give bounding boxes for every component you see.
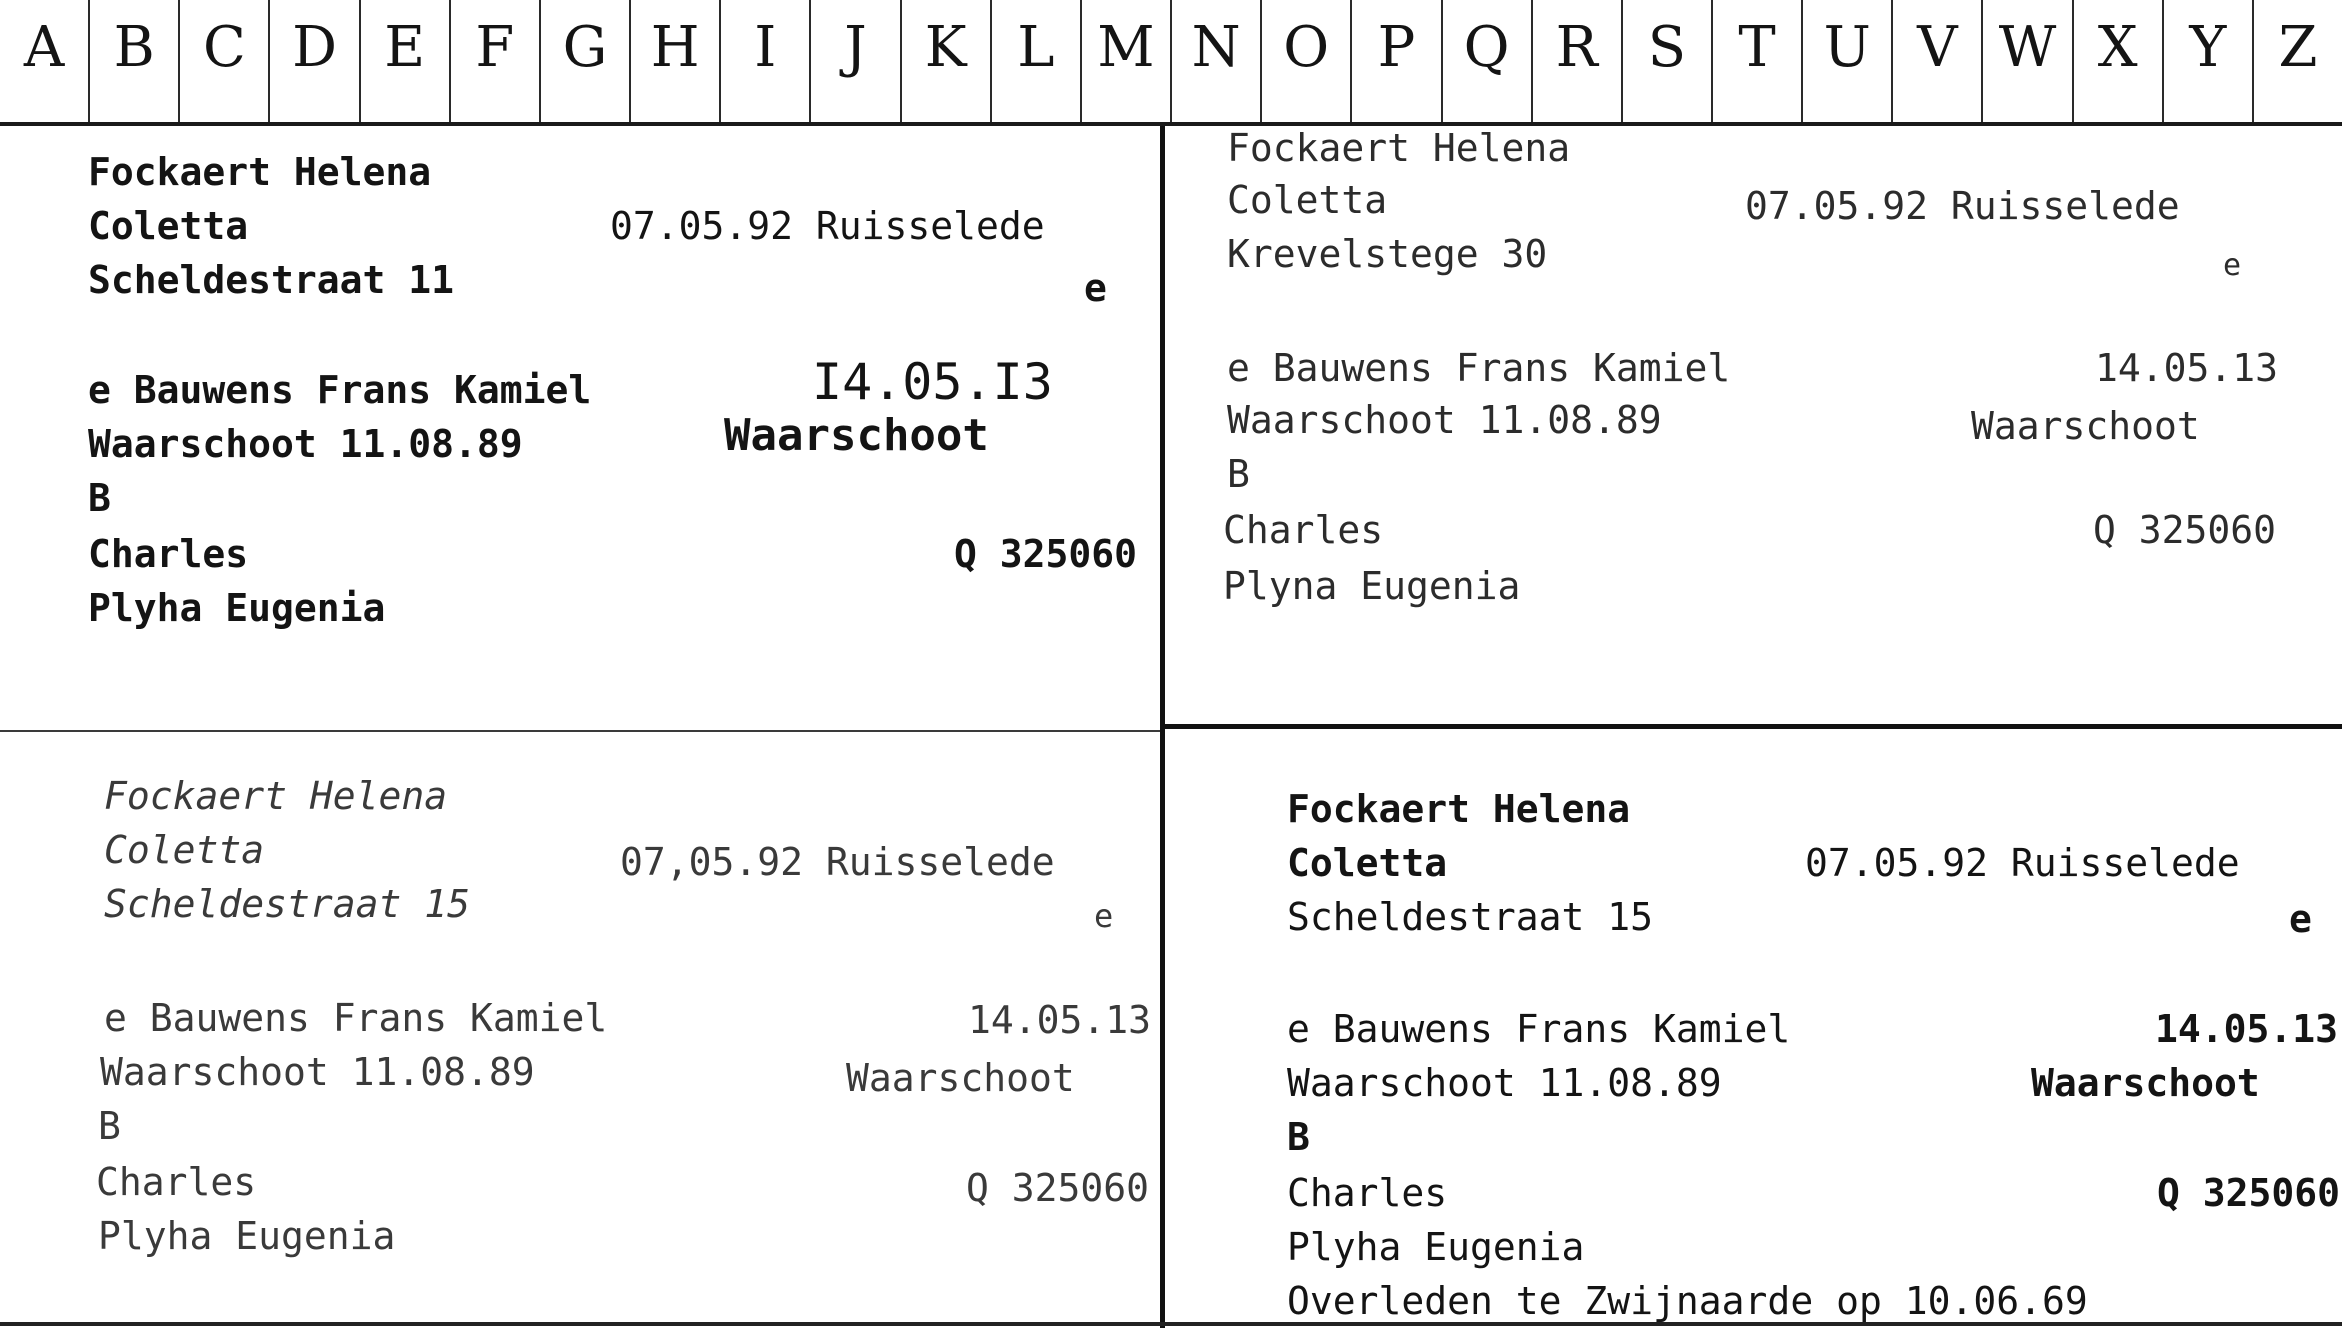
card-birth: 07.05.92 Ruisselede — [1805, 841, 2240, 885]
card-second-name: Coletta — [1227, 178, 1388, 222]
card-code: B — [98, 1104, 121, 1148]
alphabet-letter-u: U — [1803, 0, 1893, 122]
card-father: Charles — [96, 1160, 257, 1204]
card-mother: Plyha Eugenia — [98, 1214, 396, 1258]
alphabet-letter-j: J — [811, 0, 901, 122]
card-second-name: Coletta — [104, 828, 265, 872]
alphabet-letter-a: A — [0, 0, 90, 122]
card-address: Scheldestraat 11 — [88, 258, 455, 302]
card-number: Q 325060 — [966, 1166, 1150, 1210]
alphabet-letter-n: N — [1172, 0, 1262, 122]
alphabet-letter-b: B — [90, 0, 180, 122]
alphabet-letter-t: T — [1713, 0, 1803, 122]
card-father: Charles — [1223, 508, 1384, 552]
card-name: Fockaert Helena — [1227, 126, 1571, 170]
card-mother: Plyha Eugenia — [1287, 1225, 1585, 1269]
alphabet-letter-r: R — [1533, 0, 1623, 122]
record-card-bottom-left — [0, 734, 1160, 1322]
card-spouse-birth: Waarschoot 11.08.89 — [88, 422, 523, 466]
alphabet-letter-x: X — [2074, 0, 2164, 122]
card-birth: 07,05.92 Ruisselede — [620, 840, 1055, 884]
card-mother: Plyna Eugenia — [1223, 564, 1521, 608]
card-father: Charles — [1287, 1171, 1448, 1215]
alphabet-letter-z: Z — [2254, 0, 2342, 122]
card-address: Scheldestraat 15 — [1287, 895, 1654, 939]
alphabet-letter-f: F — [451, 0, 541, 122]
card-spouse-birth: Waarschoot 11.08.89 — [100, 1050, 535, 1094]
record-card-top-left — [0, 126, 1160, 726]
card-address: Scheldestraat 15 — [104, 882, 471, 926]
card-marriage-place: Waarschoot — [724, 410, 989, 461]
alphabet-letter-s: S — [1623, 0, 1713, 122]
alphabet-letter-c: C — [180, 0, 270, 122]
card-marriage-date: I4.05.I3 — [812, 353, 1053, 411]
alphabet-letter-y: Y — [2164, 0, 2254, 122]
alphabet-letter-h: H — [631, 0, 721, 122]
card-name: Fockaert Helena — [1287, 787, 1631, 831]
alphabet-letter-k: K — [902, 0, 992, 122]
card-birth: 07.05.92 Ruisselede — [1745, 184, 2180, 228]
card-number: Q 325060 — [954, 532, 1138, 576]
card-marriage-date: 14.05.13 — [2095, 346, 2279, 390]
card-marriage-date: 14.05.13 — [968, 998, 1152, 1042]
card-death-note: Overleden te Zwijnaarde op 10.06.69 — [1287, 1279, 2088, 1323]
record-card-top-right — [1165, 126, 2342, 724]
card-number: Q 325060 — [2157, 1171, 2341, 1215]
alphabet-index-row — [0, 0, 2342, 126]
alphabet-letter-e: E — [361, 0, 451, 122]
alphabet-letter-m: M — [1082, 0, 1172, 122]
card-name: Fockaert Helena — [88, 150, 432, 194]
card-number: Q 325060 — [2093, 508, 2277, 552]
card-second-name: Coletta — [88, 204, 249, 248]
alphabet-letter-l: L — [992, 0, 1082, 122]
card-spouse: e Bauwens Frans Kamiel — [104, 996, 608, 1040]
card-code: B — [88, 476, 111, 520]
alphabet-letter-g: G — [541, 0, 631, 122]
card-code: B — [1287, 1115, 1310, 1159]
card-spouse-birth: Waarschoot 11.08.89 — [1227, 398, 1662, 442]
alphabet-letter-d: D — [270, 0, 360, 122]
card-spouse: e Bauwens Frans Kamiel — [1227, 346, 1731, 390]
record-card-bottom-right — [1165, 729, 2342, 1322]
card-divider-horizontal-left — [0, 730, 1160, 732]
card-mother: Plyha Eugenia — [88, 586, 386, 630]
card-mark: e — [1084, 266, 1107, 310]
alphabet-letter-i: I — [721, 0, 811, 122]
card-mark: e — [2223, 248, 2242, 283]
card-name: Fockaert Helena — [104, 774, 448, 818]
card-father: Charles — [88, 532, 249, 576]
alphabet-letter-o: O — [1262, 0, 1352, 122]
card-spouse: e Bauwens Frans Kamiel — [88, 368, 592, 412]
card-spouse: e Bauwens Frans Kamiel — [1287, 1007, 1791, 1051]
card-marriage-place: Waarschoot — [1971, 404, 2200, 448]
card-mark: e — [1094, 897, 1114, 935]
alphabet-letter-p: P — [1352, 0, 1442, 122]
alphabet-letter-w: W — [1983, 0, 2073, 122]
card-marriage-place: Waarschoot — [846, 1056, 1075, 1100]
card-code: B — [1227, 452, 1250, 496]
card-address: Krevelstege 30 — [1227, 232, 1548, 276]
card-birth: 07.05.92 Ruisselede — [610, 204, 1045, 248]
alphabet-letter-v: V — [1893, 0, 1983, 122]
card-mark: e — [2289, 897, 2312, 941]
alphabet-letter-q: Q — [1443, 0, 1533, 122]
card-marriage-date: 14.05.13 — [2155, 1007, 2339, 1051]
card-spouse-birth: Waarschoot 11.08.89 — [1287, 1061, 1722, 1105]
card-marriage-place: Waarschoot — [2031, 1061, 2260, 1105]
card-second-name: Coletta — [1287, 841, 1448, 885]
